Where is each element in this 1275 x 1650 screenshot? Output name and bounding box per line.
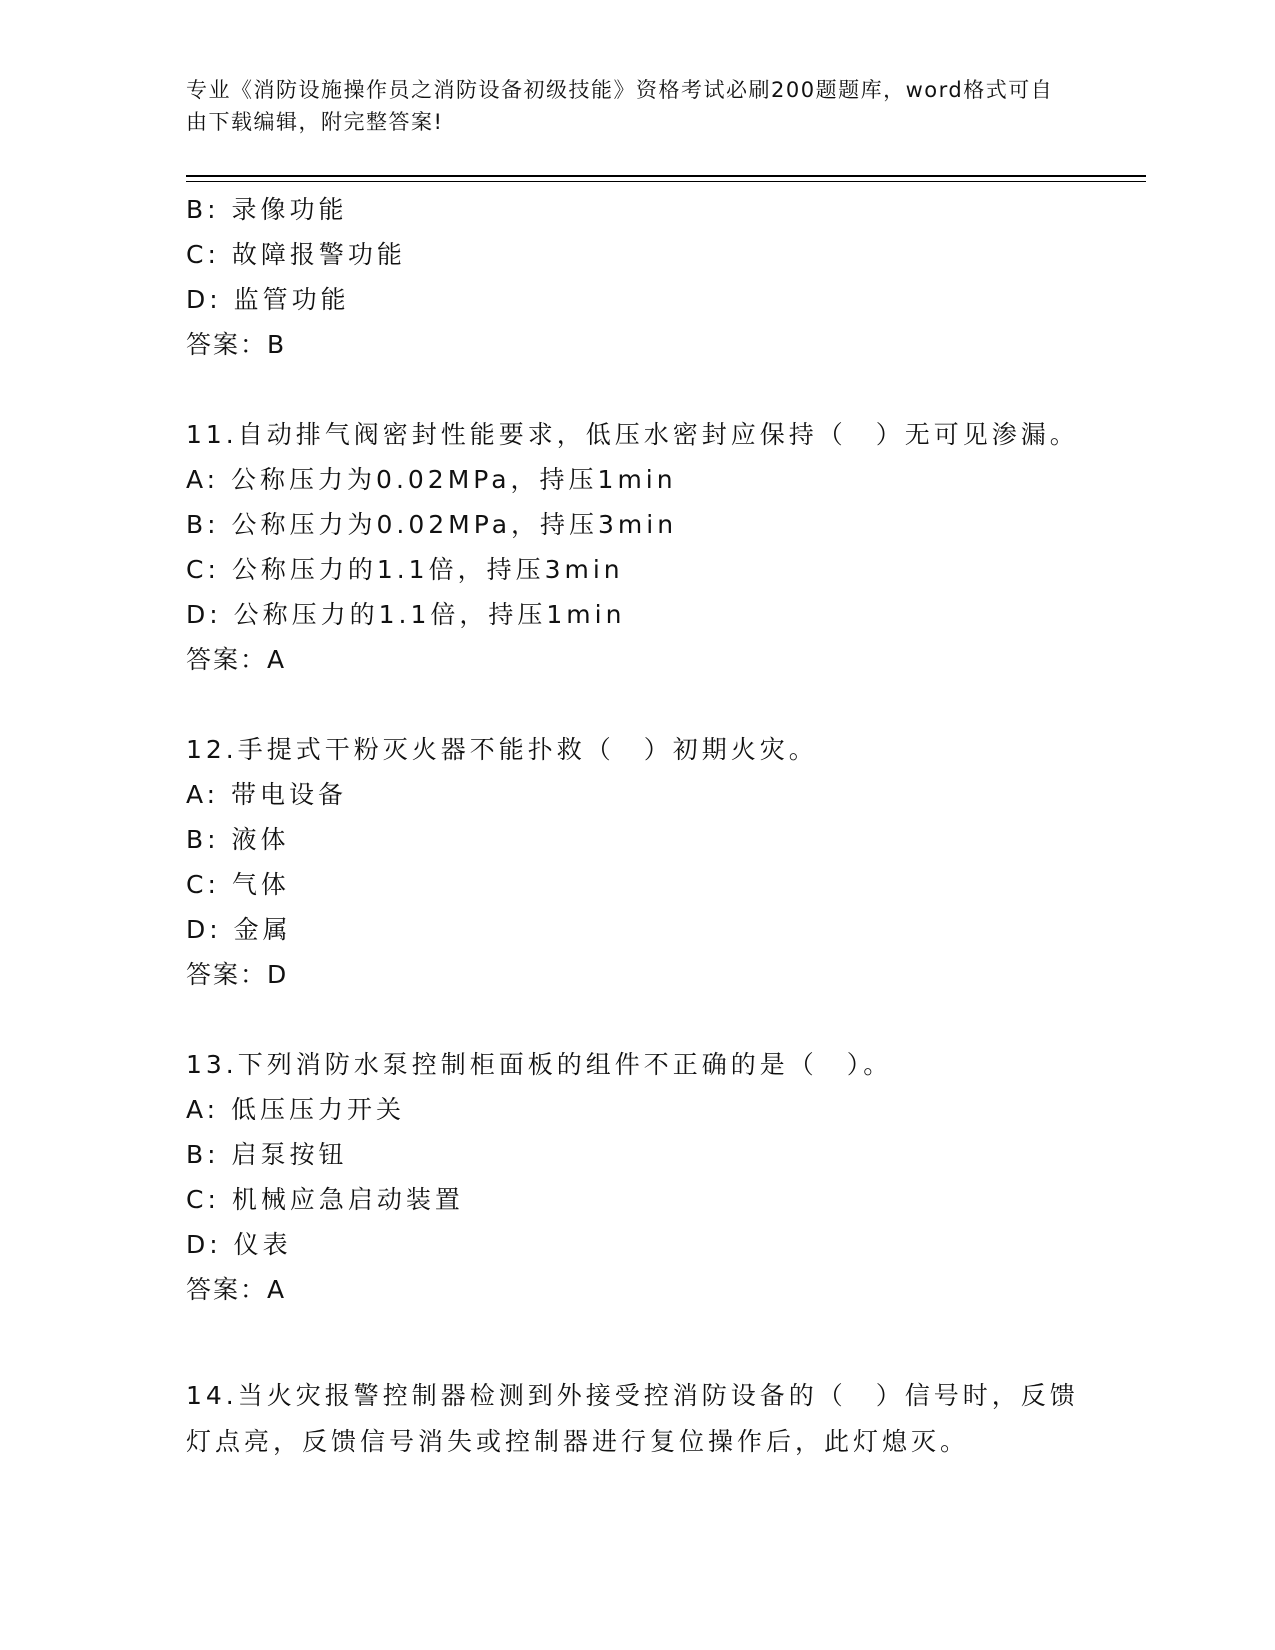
q12-option-b: B: 液体 [186, 825, 290, 854]
q11-stem: 11.自动排气阀密封性能要求，低压水密封应保持（ ）无可见渗漏。 [186, 420, 1079, 449]
q13-option-b: B: 启泵按钮 [186, 1140, 348, 1169]
header-rule-thin [186, 181, 1146, 182]
q12-stem: 12.手提式干粉灭火器不能扑救（ ）初期火灾。 [186, 735, 818, 764]
q13-answer: 答案：A [186, 1275, 287, 1304]
q12-answer: 答案：D [186, 960, 289, 989]
q12-option-c: C: 气体 [186, 870, 290, 899]
q10-option-c: C: 故障报警功能 [186, 240, 406, 269]
q12-option-a: A: 带电设备 [186, 780, 348, 809]
q13-stem: 13.下列消防水泵控制柜面板的组件不正确的是（ ）。 [186, 1050, 893, 1079]
q11-option-a: A: 公称压力为0.02MPa，持压1min [186, 465, 677, 494]
q10-option-d: D: 监管功能 [186, 285, 350, 314]
q10-option-b: B: 录像功能 [186, 195, 348, 224]
q11-answer: 答案：A [186, 645, 287, 674]
q11-option-d: D: 公称压力的1.1倍，持压1min [186, 600, 626, 629]
q11-option-c: C: 公称压力的1.1倍，持压3min [186, 555, 624, 584]
q10-answer: 答案：B [186, 330, 287, 359]
q12-option-d: D: 金属 [186, 915, 292, 944]
header-rule-thick [186, 175, 1146, 177]
q13-option-c: C: 机械应急启动装置 [186, 1185, 464, 1214]
document-header: 专业《消防设施操作员之消防设备初级技能》资格考试必刷200题题库，word格式可自由下载编辑，附完整答案! [186, 78, 1054, 134]
q14-stem: 14.当火灾报警控制器检测到外接受控消防设备的（ ）信号时，反馈灯点亮，反馈信号消失或控制器进行复位操作后，此灯熄灭。 [186, 1381, 1079, 1456]
q13-option-d: D: 仪表 [186, 1230, 292, 1259]
q11-option-b: B: 公称压力为0.02MPa，持压3min [186, 510, 678, 539]
q13-option-a: A: 低压压力开关 [186, 1095, 406, 1124]
